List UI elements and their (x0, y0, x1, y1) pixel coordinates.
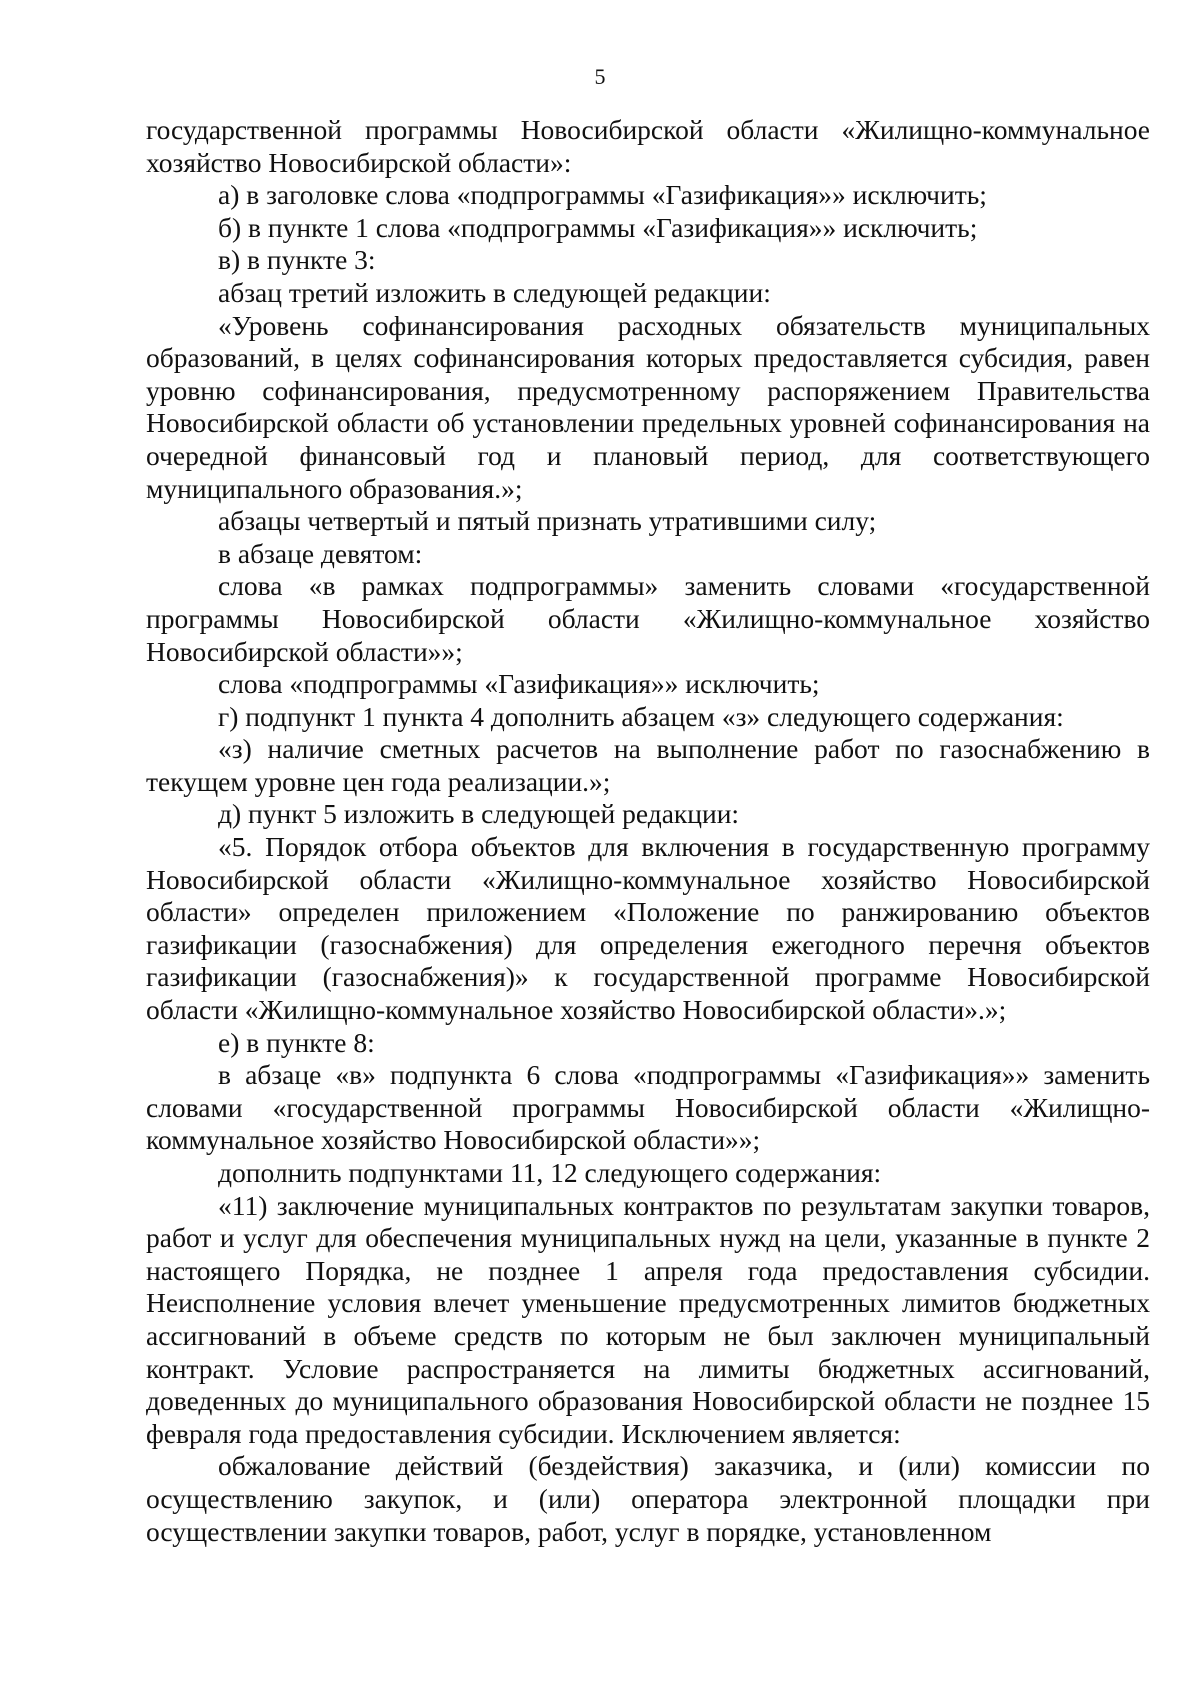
paragraph: слова «в рамках подпрограммы» заменить словами «государственной программы Новосибирской области «Жилищно-коммунальное хозяйство Новосибирской области»»; (146, 570, 1150, 667)
paragraph: б) в пункте 1 слова «подпрограммы «Газификация»» исключить; (218, 211, 978, 243)
paragraph: обжалование действий (бездействия) заказчика, и (или) комиссии по осуществлению закупок, и (или) оператора электронной площадки при осуществлении закупки товаров, работ, услуг в порядке, установленном (146, 1450, 1150, 1547)
paragraph: а) в заголовке слова «подпрограммы «Газификация»» исключить; (218, 179, 987, 211)
paragraph: д) пункт 5 изложить в следующей редакции: (218, 798, 740, 830)
paragraph: абзацы четвертый и пятый признать утратившими силу; (218, 505, 877, 537)
paragraph: дополнить подпунктами 11, 12 следующего содержания: (218, 1157, 882, 1188)
paragraph: государственной программы Новосибирской области «Жилищно-коммунальное хозяйство Новосибирской области»: (146, 114, 1150, 178)
paragraph: г) подпункт 1 пункта 4 дополнить абзацем «з» следующего содержания: (218, 700, 1064, 732)
paragraph: слова «подпрограммы «Газификация»» исключить; (218, 668, 820, 700)
paragraph: «з) наличие сметных расчетов на выполнение работ по газоснабжению в текущем уровне цен года реализации.»; (146, 733, 1150, 797)
paragraph: в) в пункте 3: (218, 244, 376, 276)
page-number: 5 (594, 64, 606, 89)
paragraph: е) в пункте 8: (218, 1026, 375, 1058)
paragraph: «Уровень софинансирования расходных обязательств муниципальных образований, в целях софинансирования которых предоставляется субсидия, равен уровню софинансирования, предусмотренному распоряжением Правительства Новосибирской области об установлении предельных уровней софинансирования на очередной финансовый год и плановый период, для соответствующего муниципального образования.»; (146, 309, 1150, 504)
paragraph: в абзаце «в» подпункта 6 слова «подпрограммы «Газификация»» заменить словами «государственной программы Новосибирской области «Жилищно-коммунальное хозяйство Новосибирской области»»; (146, 1059, 1150, 1156)
paragraph: в абзаце девятом: (218, 537, 423, 569)
paragraph: «11) заключение муниципальных контрактов по результатам закупки товаров, работ и услуг для обеспечения муниципальных нужд на цели, указанные в пункте 2 настоящего Порядка, не позднее 1 апреля года предоставления субсидии. Неисполнение условия влечет уменьшение предусмотренных лимитов бюджетных ассигнований в объеме средств по которым не был заключен муниципальный контракт. Условие распространяется на лимиты бюджетных ассигнований, доведенных до муниципального образования Новосибирской области не позднее 15 февраля года предоставления субсидии. Исключением является: (146, 1189, 1150, 1449)
document-body (146, 114, 1150, 1548)
paragraph: абзац третий изложить в следующей редакции: (218, 276, 771, 308)
paragraph: «5. Порядок отбора объектов для включения в государственную программу Новосибирской области «Жилищно-коммунальное хозяйство Новосибирской области» определен приложением «Положение по ранжированию объектов газификации (газоснабжения) для определения ежегодного перечня объектов газификации (газоснабжения)» к государственной программе Новосибирской области «Жилищно-коммунальное хозяйство Новосибирской области».»; (146, 831, 1150, 1026)
